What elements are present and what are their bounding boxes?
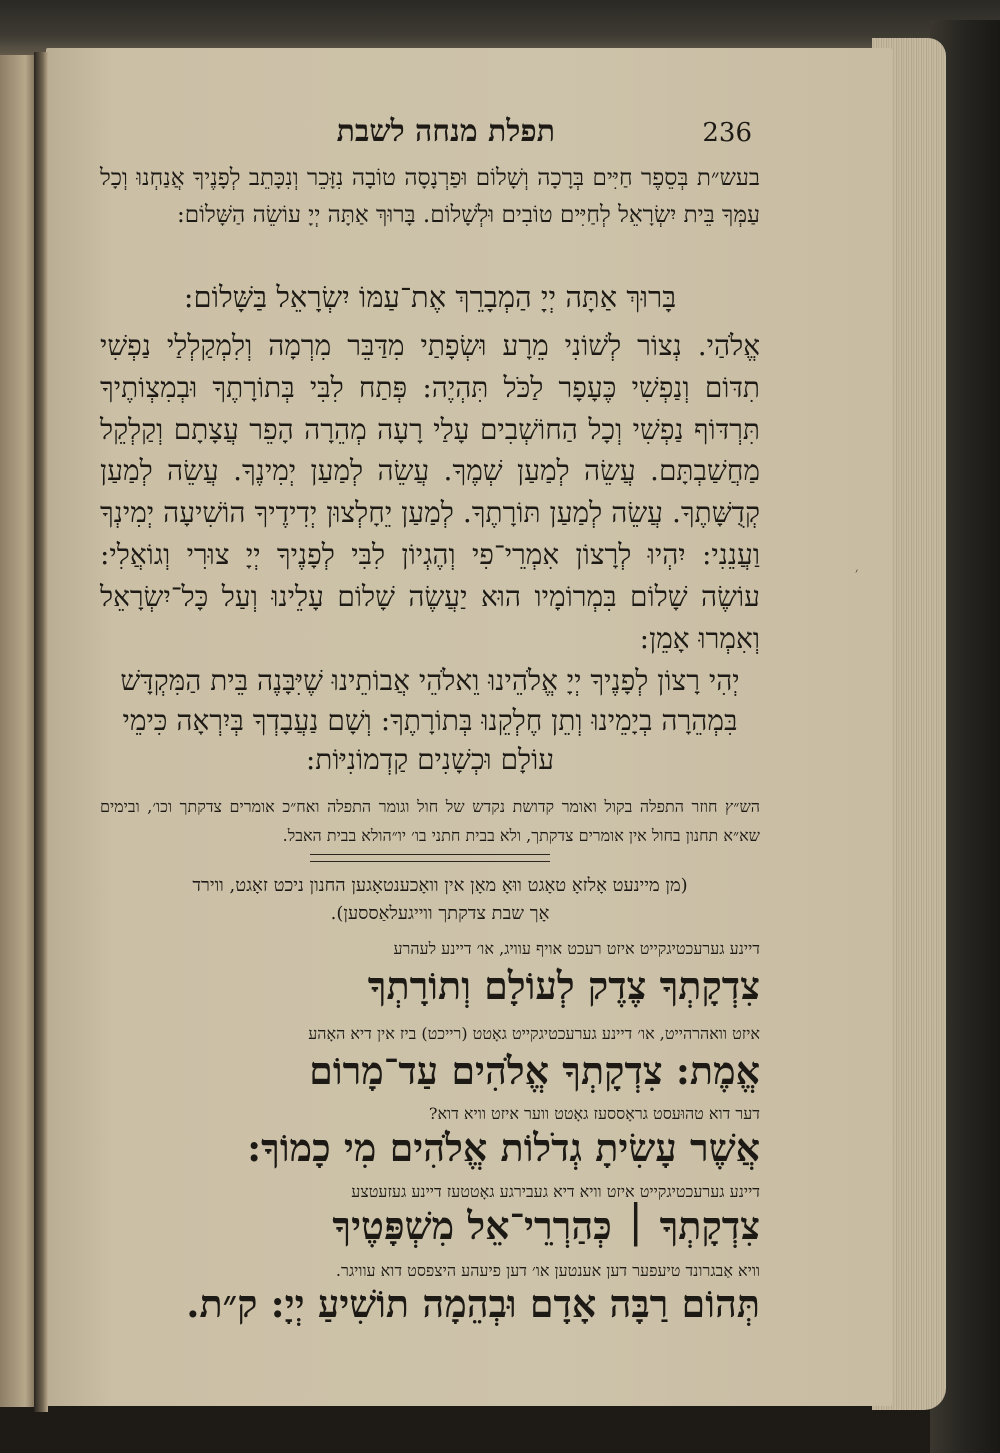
verse-line: אֲשֶׁר עָשִׂיתָ גְדֹלוֹת אֱלֹהִים מִי כָמוֹךָ: [247, 1125, 760, 1170]
verse-gloss: איזט וואהרהייט, או׳ דיינע גערעכטיגקייט גאָטט (רייכט) ביז אין דיא האָהע [308, 1024, 760, 1043]
book-gutter [34, 52, 48, 1412]
margin-mark: ׳ [855, 565, 859, 581]
left-page-edge [0, 55, 36, 1407]
verse-line: אֱמֶת: צִדְקָתְךָ אֱלֹהִים עַד־מָרוֹם [309, 1048, 760, 1093]
verse-gloss: דיינע גערעכטיגקייט איזט וויא דיא געבירגע גאָטטעז דיינע געזעטצע [351, 1182, 760, 1201]
page-number: 236 [702, 118, 752, 148]
verse-gloss: דער דוא טהוּעסט גראָססעז גאָטט ווער איזט וויא דוא? [428, 1104, 760, 1123]
section-divider [310, 854, 550, 862]
paragraph-yehi-ratzon: יְהִי רָצוֹן לְפָנֶיךָ יְיָ אֱלֹהֵינוּ וֵאלֹהֵי אֲבוֹתֵינוּ שֶׁיִּבָּנֶה בֵּית הַמִּקְדָּשׁ בִּמְהֵרָה בְיָמֵינוּ וְתֵן חֶלְקֵנוּ בְּתוֹרָתֶךָ: וְשָׁם נַעֲבָדְךָ בְּיִרְאָה כִּימֵי עוֹלָם וּכְשָׁנִים קַדְמוֹנִיּוֹת: [120, 664, 740, 776]
paragraph-elohai-netzor: אֱלֹהַי. נְצוֹר לְשׁוֹנִי מֵרָע וּשְׂפָתַי מִדַּבֵּר מִרְמָה וְלִמְקַלְלַי נַפְשִׁי תִדּוֹם וְנַפְשִׁי כֶּעָפָר לַכֹּל תִּהְיֶה: פְּתַח לִבִּי בְּתוֹרָתֶךָ וּבְמִצְוֹתֶיךָ תִּרְדּוֹף נַפְשִׁי וְכָל הַחוֹשְׁבִים עָלַי רָעָה מְהֵרָה הָפֵר עֲצָתָם וְקַלְקֵל מַחֲשַׁבְתָּם. עֲשֵׂה לְמַעַן שְׁמֶךָ. עֲשֵׂה לְמַעַן יְמִינֶךָ. עֲשֵׂה לְמַעַן קְדֻשָּׁתֶךָ. עֲשֵׂה לְמַעַן תּוֹרָתֶךָ. לְמַעַן יֵחָלְצוּן יְדִידֶיךָ הוֹשִׁיעָה יְמִינְךָ וַעֲנֵנִי: יִהְיוּ לְרָצוֹן אִמְרֵי־פִי וְהֶגְיוֹן לִבִּי לְפָנֶיךָ יְיָ צוּרִי וְגוֹאֲלִי: עוֹשֶׂה שָׁלוֹם בִּמְרוֹמָיו הוּא יַעֲשֶׂה שָׁלוֹם עָלֵינוּ וְעַל כָּל־יִשְׂרָאֵל וְאִמְרוּ אָמֵן: [100, 329, 760, 655]
instruction-note: הש״ץ חוזר התפלה בקול ואומר קדושת נקדש של חול וגומר התפלה ואח״כ אומרים צדקתך וכו׳, ובימים שא״א תחנון בחול אין אומרים צדקתך, ולא בבית חתני בו׳ יו״הולא בבית האבל. [100, 797, 760, 845]
paragraph-seferchaim: בעש״ת בְּסֵפֶר חַיִּים בְּרָכָה וְשָׁלוֹם וּפַרְנָסָה טוֹבָה נִזָּכֵר וְנִכָּתֵב לְפָנֶיךָ אֲנַחְנוּ וְכָל עַמְּךָ בֵּית יִשְׂרָאֵל לְחַיִּים טוֹבִים וּלְשָׁלוֹם. בָּרוּךְ אַתָּה יְיָ עוֹשֵׂה הַשָּׁלוֹם: [100, 165, 760, 228]
verse-line: צִדְקָתְךָ ׀ כְּהַרְרֵי־אֵל מִשְׁפָּטֶיךָ [332, 1203, 760, 1248]
verse-gloss: דיינע גערעכטיגקייט איזט רעכט אויף עוויג, או׳ דיינע לעהרע [393, 939, 760, 958]
paragraph-hamevarech: בָּרוּךְ אַתָּה יְיָ הַמְבָרֵךְ אֶת־עַמּוֹ יִשְׂרָאֵל בַּשָּׁלוֹם: [183, 280, 677, 314]
verse-gloss: וויא אַבגרונד טיעפער דען אענטען או׳ דען פיעהע היצפסט דוא עוויגר. [335, 1261, 760, 1280]
verse-line: צִדְקָתְךָ צֶדֶק לְעוֹלָם וְתוֹרָתְךָ [367, 963, 760, 1008]
translation-note: (מן מיינעט אָלזאָ טאָגט ווּאָ מאָן אין וואָכענטאָגען החנון ניכט זאָגט, ווירד אָך שבת צדקתך ווייגעלאַססען). [192, 875, 688, 924]
page-title: תפלת מנחה לשבת [336, 114, 555, 149]
running-head [100, 112, 760, 152]
verse-line: תְּהוֹם רַבָּה אָדָם וּבְהֵמָה תוֹשִׁיעַ יְיָ: ק״ת. [186, 1281, 760, 1326]
